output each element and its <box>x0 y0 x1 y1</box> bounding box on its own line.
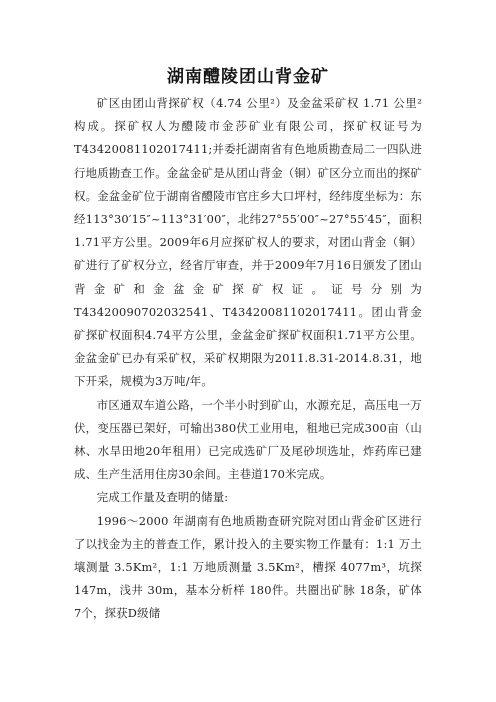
document-title: 湖南醴陵团山背金矿 <box>167 67 329 87</box>
document-body <box>74 92 422 626</box>
paragraph-workload-heading: 完成工作量及查明的储量: <box>96 490 229 505</box>
paragraph-mining-rights: 矿区由团山背探矿权（4.74 公里²）及金盆采矿权 1.71 公里²构成。探矿权人为醴陵市金莎矿业有限公司，探矿权证号为T43420081102017411;并委托湖南省有色地质勘查局二一四队进行地质勘查工作。金盆金矿是从团山背金（铜）矿区分立而出的探矿权。金盆金矿位于湖南省醴陵市官庄乡大口坪村，经纬度坐标为：东经113°30′15″~113°31′00″，北纬27°55′00″~27°55′45″，面积1.71平方公里。2009年6月应探矿权人的要求，对团山背金（铜）矿进行了矿权分立，经省厅审查，并于2009年7月16日颁发了团山背金矿和金盆金矿探矿权证。证号分别为 T43420090702032541、T43420081102017411。团山背金矿探矿权面积4.74平方公里，金盆金矿探矿权面积1.71平方公里。金盆金矿已办有采矿权，采矿权期限为2011.8.31-2014.8.31，地下开采，规模为3万吨/年。 <box>74 96 422 389</box>
paragraph-survey-history: 1996～2000 年湖南有色地质勘查研究院对团山背金矿区进行了以找金为主的普查工作，累计投入的主要实物工作量有：1:1 万土壤测量 3.5Km²，1:1 万地质测量 3.5Km²，槽探 4077m³，坑探 147m，浅井 30m，基本分析样 180件。共圈出矿脉 18条，矿体 7个，探获D级储 <box>74 513 422 621</box>
paragraph-infrastructure: 市区通双车道公路，一个半小时到矿山，水源充足，高压电一万伏，变压器已架好，可输出380伏工业用电，租地已完成300亩（山林、水旱田地20年租用）已完成选矿厂及尾砂坝选址，炸药库已建成、生产生活用住房30余间。主巷道170米完成。 <box>74 397 422 482</box>
